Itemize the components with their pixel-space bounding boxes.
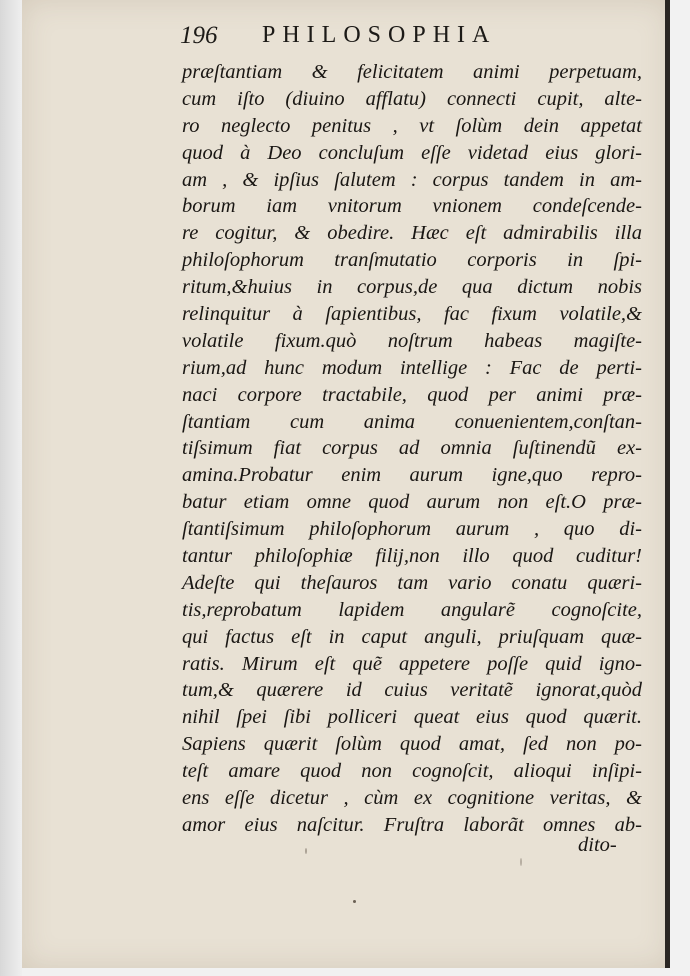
text-line: relinquitur à ſapientibus, fac fixum volatile,& — [182, 303, 642, 326]
text-line: borum iam vnitorum vnionem condeſcende- — [182, 195, 642, 218]
ink-speck — [353, 900, 356, 903]
text-line: tantur philoſophiæ filij,non illo quod cuditur! — [182, 545, 642, 568]
text-line: Adeſte qui theſauros tam vario conatu quæri- — [182, 571, 642, 594]
text-line: re cogitur, & obedire. Hæc eſt admirabilis illa — [182, 222, 642, 245]
running-title: PHILOSOPHIA — [262, 22, 497, 48]
catchword: dito- — [578, 834, 617, 856]
text-line: batur etiam omne quod aurum non eſt.O præ- — [182, 491, 642, 514]
text-line: præſtantiam & felicitatem animi perpetuam, — [182, 61, 642, 83]
text-line: ſtantiam cum anima conuenientem,conſtan- — [182, 410, 642, 433]
text-line: tis,reprobatum lapidem angularẽ cognoſcite, — [182, 598, 642, 621]
text-line: ratis. Mirum eſt quẽ appetere poſſe quid igno- — [182, 652, 642, 675]
text-line: amor eius naſcitur. Fruſtra laborãt omnes ab- — [182, 813, 642, 836]
scan-right-margin — [670, 0, 690, 976]
text-line: rium,ad hunc modum intellige : Fac de perti- — [182, 356, 642, 379]
text-line: ritum,&huius in corpus,de qua dictum nobis — [182, 276, 642, 299]
text-line: nihil ſpei ſibi polliceri queat eius quod quærit. — [182, 706, 642, 729]
text-line: amina.Probatur enim aurum igne,quo repro- — [182, 464, 642, 487]
text-line: cum iſto (diuino afflatu) connecti cupit, alte- — [182, 87, 642, 110]
text-line: ens eſſe dicetur , cùm ex cognitione veritas, & — [182, 787, 642, 810]
text-line: am , & ipſius ſalutem : corpus tandem in am- — [182, 168, 642, 191]
text-line: quod à Deo concluſum eſſe videtad eius glori- — [182, 141, 642, 164]
ink-speck — [520, 858, 522, 866]
scan-left-margin — [0, 0, 22, 976]
page-number: 196 — [180, 22, 218, 49]
ink-speck — [305, 848, 307, 854]
text-line: volatile fixum.quò noſtrum habeas magiſte- — [182, 329, 642, 352]
page-header — [180, 20, 580, 58]
text-line: tiſsimum fiat corpus ad omnia ſuſtinendũ ex- — [182, 437, 642, 460]
text-line: naci corpore tractabile, quod per animi præ- — [182, 383, 642, 406]
text-line: ro neglecto penitus , vt ſolùm dein appetat — [182, 114, 642, 137]
text-line: philoſophorum tranſmutatio corporis in ſpi- — [182, 249, 642, 272]
body-text — [182, 59, 642, 839]
text-line: qui factus eſt in caput anguli, priuſquam quæ- — [182, 625, 642, 648]
text-line: Sapiens quærit ſolùm quod amat, ſed non po- — [182, 733, 642, 756]
text-line: tum,& quærere id cuius veritatẽ ignorat,quòd — [182, 679, 642, 702]
text-line: ſtantiſsimum philoſophorum aurum , quo di- — [182, 518, 642, 541]
text-line: teſt amare quod non cognoſcit, alioqui inſipi- — [182, 760, 642, 783]
